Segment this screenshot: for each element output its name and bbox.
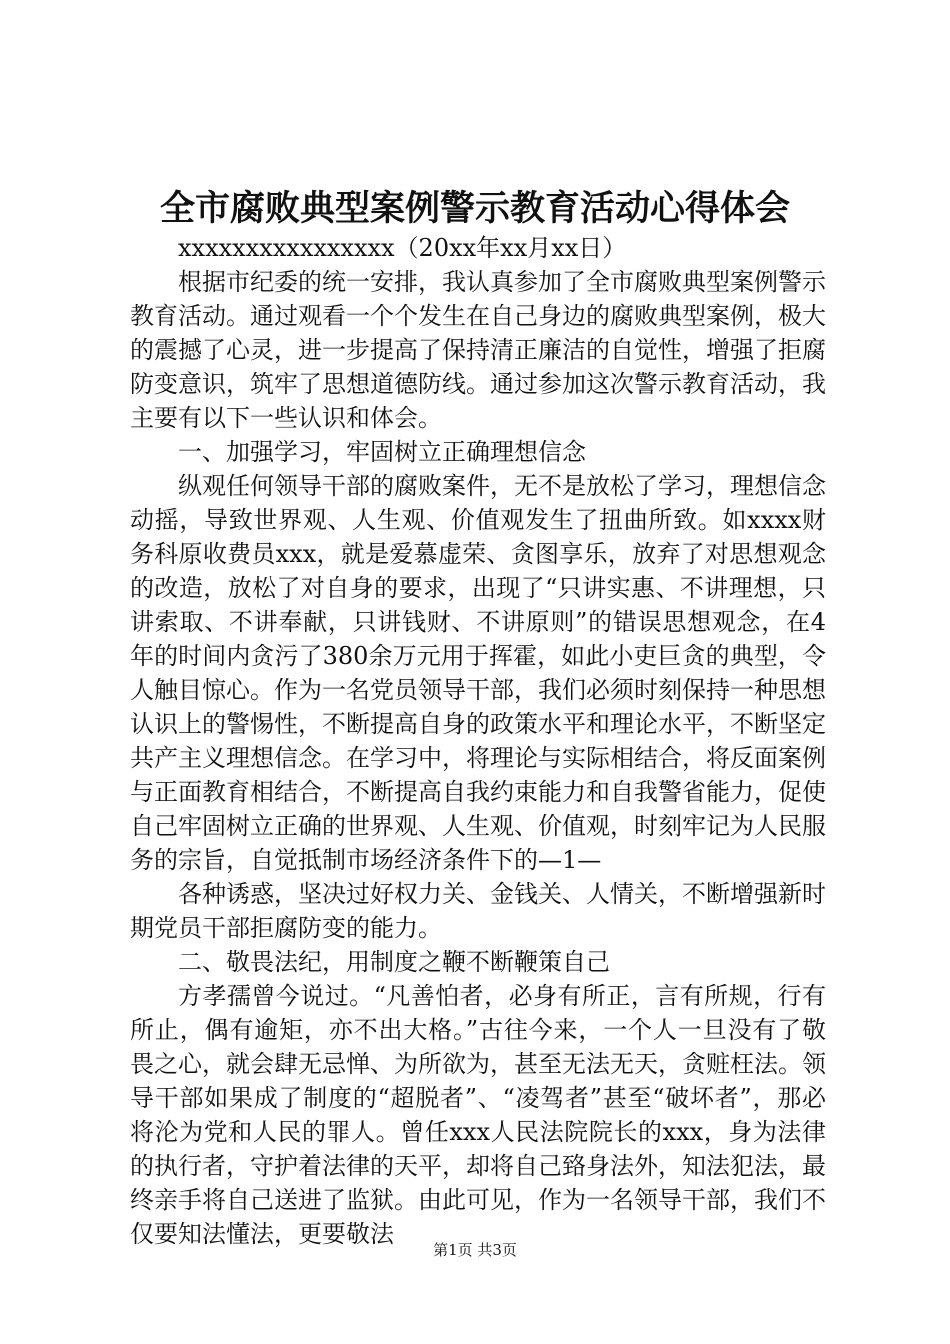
paragraph-section-1-continued: 各种诱惑，坚决过好权力关、金钱关、人情关，不断增强新时期党员干部拒腐防变的能力。 <box>130 880 826 942</box>
document-body <box>130 231 826 1251</box>
section-heading-1: 一、加强学习，牢固树立正确理想信念 <box>178 438 586 466</box>
paragraph-section-2: 方孝孺曾今说过。“凡善怕者，必身有所正，言有所规，行有所止，偶有逾矩，亦不出大格。”古往今来，一个人一旦没有了敬畏之心，就会肆无忌惮、为所欲为，甚至无法无天，贪赃枉法。领导干部如果成了制度的“超脱者”、“凌驾者”甚至“破坏者”，那必将沦为党和人民的罪人。曾任xxx人民法院院长的xxx，身为法律的执行者，守护着法律的天平，却将自己臵身法外，知法犯法，最终亲手将自己送进了监狱。由此可见，作为一名领导干部，我们不仅要知法懂法，更要敬法 <box>130 982 826 1248</box>
document-title: 全市腐败典型案例警示教育活动心得体会 <box>159 188 790 229</box>
page-footer: 第1页 共3页 <box>433 1241 517 1259</box>
byline: xxxxxxxxxxxxxxxx（20xx年xx月xx日） <box>178 234 627 262</box>
paragraph-section-1: 纵观任何领导干部的腐败案件，无不是放松了学习，理想信念动摇，导致世界观、人生观、价值观发生了扭曲所致。如xxxx财务科原收费员xxx，就是爱慕虚荣、贪图享乐，放弃了对思想观念的改造，放松了对自身的要求，出现了“只讲实惠、不讲理想，只讲索取、不讲奉献，只讲钱财、不讲原则”的错误思想观念，在4年的时间内贪污了380余万元用于挥霍，如此小吏巨贪的典型，令人触目惊心。作为一名党员领导干部，我们必须时刻保持一种思想认识上的警惕性，不断提高自身的政策水平和理论水平，不断坚定共产主义理想信念。在学习中，将理论与实际相结合，将反面案例与正面教育相结合，不断提高自我约束能力和自我警省能力，促使自己牢固树立正确的世界观、人生观、价值观，时刻牢记为人民服务的宗旨，自觉抵制市场经济条件下的—1— <box>130 472 826 874</box>
section-heading-2: 二、敬畏法纪，用制度之鞭不断鞭策自己 <box>178 948 610 976</box>
paragraph-intro: 根据市纪委的统一安排，我认真参加了全市腐败典型案例警示教育活动。通过观看一个个发生在自己身边的腐败典型案例，极大的震撼了心灵，进一步提高了保持清正廉洁的自觉性，增强了拒腐防变意识，筑牢了思想道德防线。通过参加这次警示教育活动，我主要有以下一些认识和体会。 <box>130 268 826 432</box>
